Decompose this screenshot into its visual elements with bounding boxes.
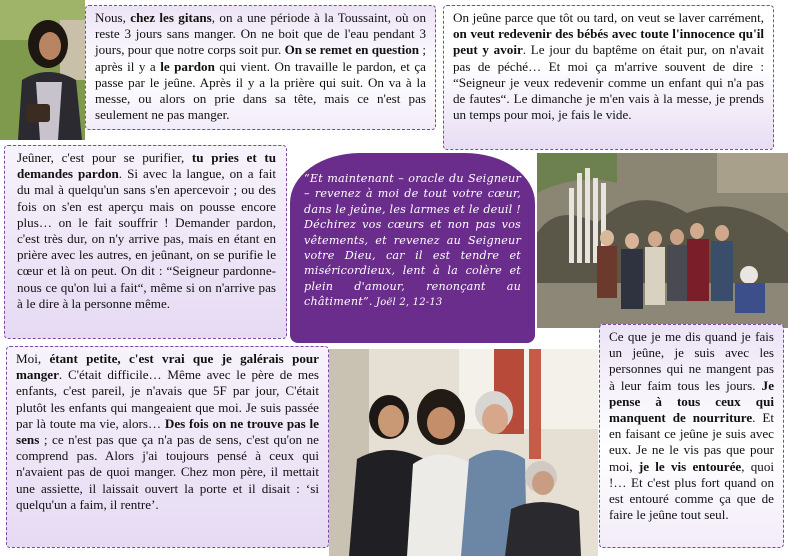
verse-text: “Et maintenant – oracle du Seigneur – revenez à moi de tout votre cœur, dans le jeûne, les larmes et le deuil ! Déchirez vos cœurs et non pas vos vêtements, et revenez au Seigneur votre Dieu, car il est tendre et miséricordieux, lent à la colère et plein d'amour, renonçant au châtiment”. — [304, 172, 521, 309]
text-run: qui vient. On travaille le pardon, et ça passe par le jeûne. Après il y a la prière qui suit. On va à la messe, ou alors on prie dans sa tête, mais ce n'est pas seulement ne pas manger. — [95, 58, 426, 123]
testimony-text — [609, 329, 774, 523]
grotto-group-photo — [537, 153, 788, 328]
testimony-text — [17, 150, 276, 312]
portrait-photo — [0, 0, 85, 140]
bold-run: le pardon — [160, 58, 215, 74]
bold-run: tu pries et tu demandes pardon — [17, 150, 276, 182]
text-run: . C'était difficile… Même avec le père de mes enfants, c'est pareil, je n'avais que 5F par jour, C'était plutôt les enfants qui mangeaient que moi. Je suis passée par là toute ma vie, alors… — [16, 367, 319, 431]
bold-run: on veut redevenir des bébés avec toute l'innocence qu'il peut y avoir — [453, 26, 764, 58]
text-run: , quoi !… Et c'est plus fort quand on est entouré comme ça que de faire le jeûne tout seul. — [609, 458, 775, 523]
bold-run: étant petite, c'est vrai que je galérais pour manger — [16, 351, 319, 383]
text-run: Nous, — [95, 10, 131, 25]
bold-run: je le vis entourée — [638, 458, 742, 474]
text-run: Jeûner, c'est pour se purifier, — [17, 150, 192, 165]
scripture-verse — [290, 153, 535, 343]
text-run: ; ce n'est pas que ça n'a pas de sens, c'est qu'on ne comprend pas. Alors j'ai toujours pensé à ceux qui n'avaient pas de quoi manger. Chez mon père, il mettait une assiette, il laissait ouvert la porte et il disait : ‘si quelqu'un a faim, il rentre’. — [16, 432, 319, 512]
text-run: , on a une période à la Toussaint, où on reste 3 jours sans manger. On ne boit que de l'eau pendant 3 jours, pour que notre corps soit pur. — [95, 10, 426, 58]
text-run: . Le jour du baptême on était pur, on n'avait pas de péché… Et moi ça m'arrive souvent de dire : “Seigneur je veux redevenir comme un enfant qui n'a pas de fautes“. Le dimanche je m'en vais à la messe, je prends un temps pour moi, je fais le vide. — [453, 42, 764, 123]
testimony-box-purifier — [4, 145, 287, 339]
text-run: Moi, — [16, 351, 50, 366]
bold-run: chez les gitans — [130, 10, 212, 25]
text-run: . Et en faisant ce jeûne je suis avec eux. Je ne le vis pas que pour moi, — [609, 410, 774, 474]
testimony-text — [16, 351, 319, 513]
indoor-group-photo — [329, 349, 598, 556]
text-run: . Si avec la langue, on a fait du mal à quelqu'un sans s'en apercevoir ; ou des fois on s'en est aperçu mais on pousse encore plus… on le fait souffrir ! Demander pardon, c'est très dur, on n'y arrive pas, mais en étant en prière avec les autres, en jeûnant, on se purifie le cœur et là on peut. On dit : “Seigneur pardonne-nous ce qu'on lui a fait“, même si on n'arrive pas à le dire à la personne même. — [17, 166, 276, 311]
text-run: Ce que je me dis quand je fais un jeûne, je suis avec les personnes qui ne mangent pas à leur faim tous les jours. — [609, 329, 774, 393]
verse-reference: Joël 2, 12-13 — [372, 297, 443, 309]
text-run: ; après il y a — [95, 42, 426, 74]
testimony-box-bapteme — [443, 5, 774, 150]
testimony-text — [95, 10, 426, 123]
text-run: On jeûne parce que tôt ou tard, on veut se laver carrément, — [453, 10, 764, 25]
testimony-box-gitans — [85, 5, 436, 130]
testimony-box-faim — [599, 324, 784, 548]
bold-run: On se remet en question — [284, 42, 420, 58]
testimony-box-galere — [6, 346, 329, 548]
bold-run: Je pense à tous ceux qui manquent de nourriture — [609, 377, 774, 426]
testimony-text — [453, 10, 764, 123]
bold-run: Des fois on ne trouve pas le sens — [16, 415, 319, 448]
